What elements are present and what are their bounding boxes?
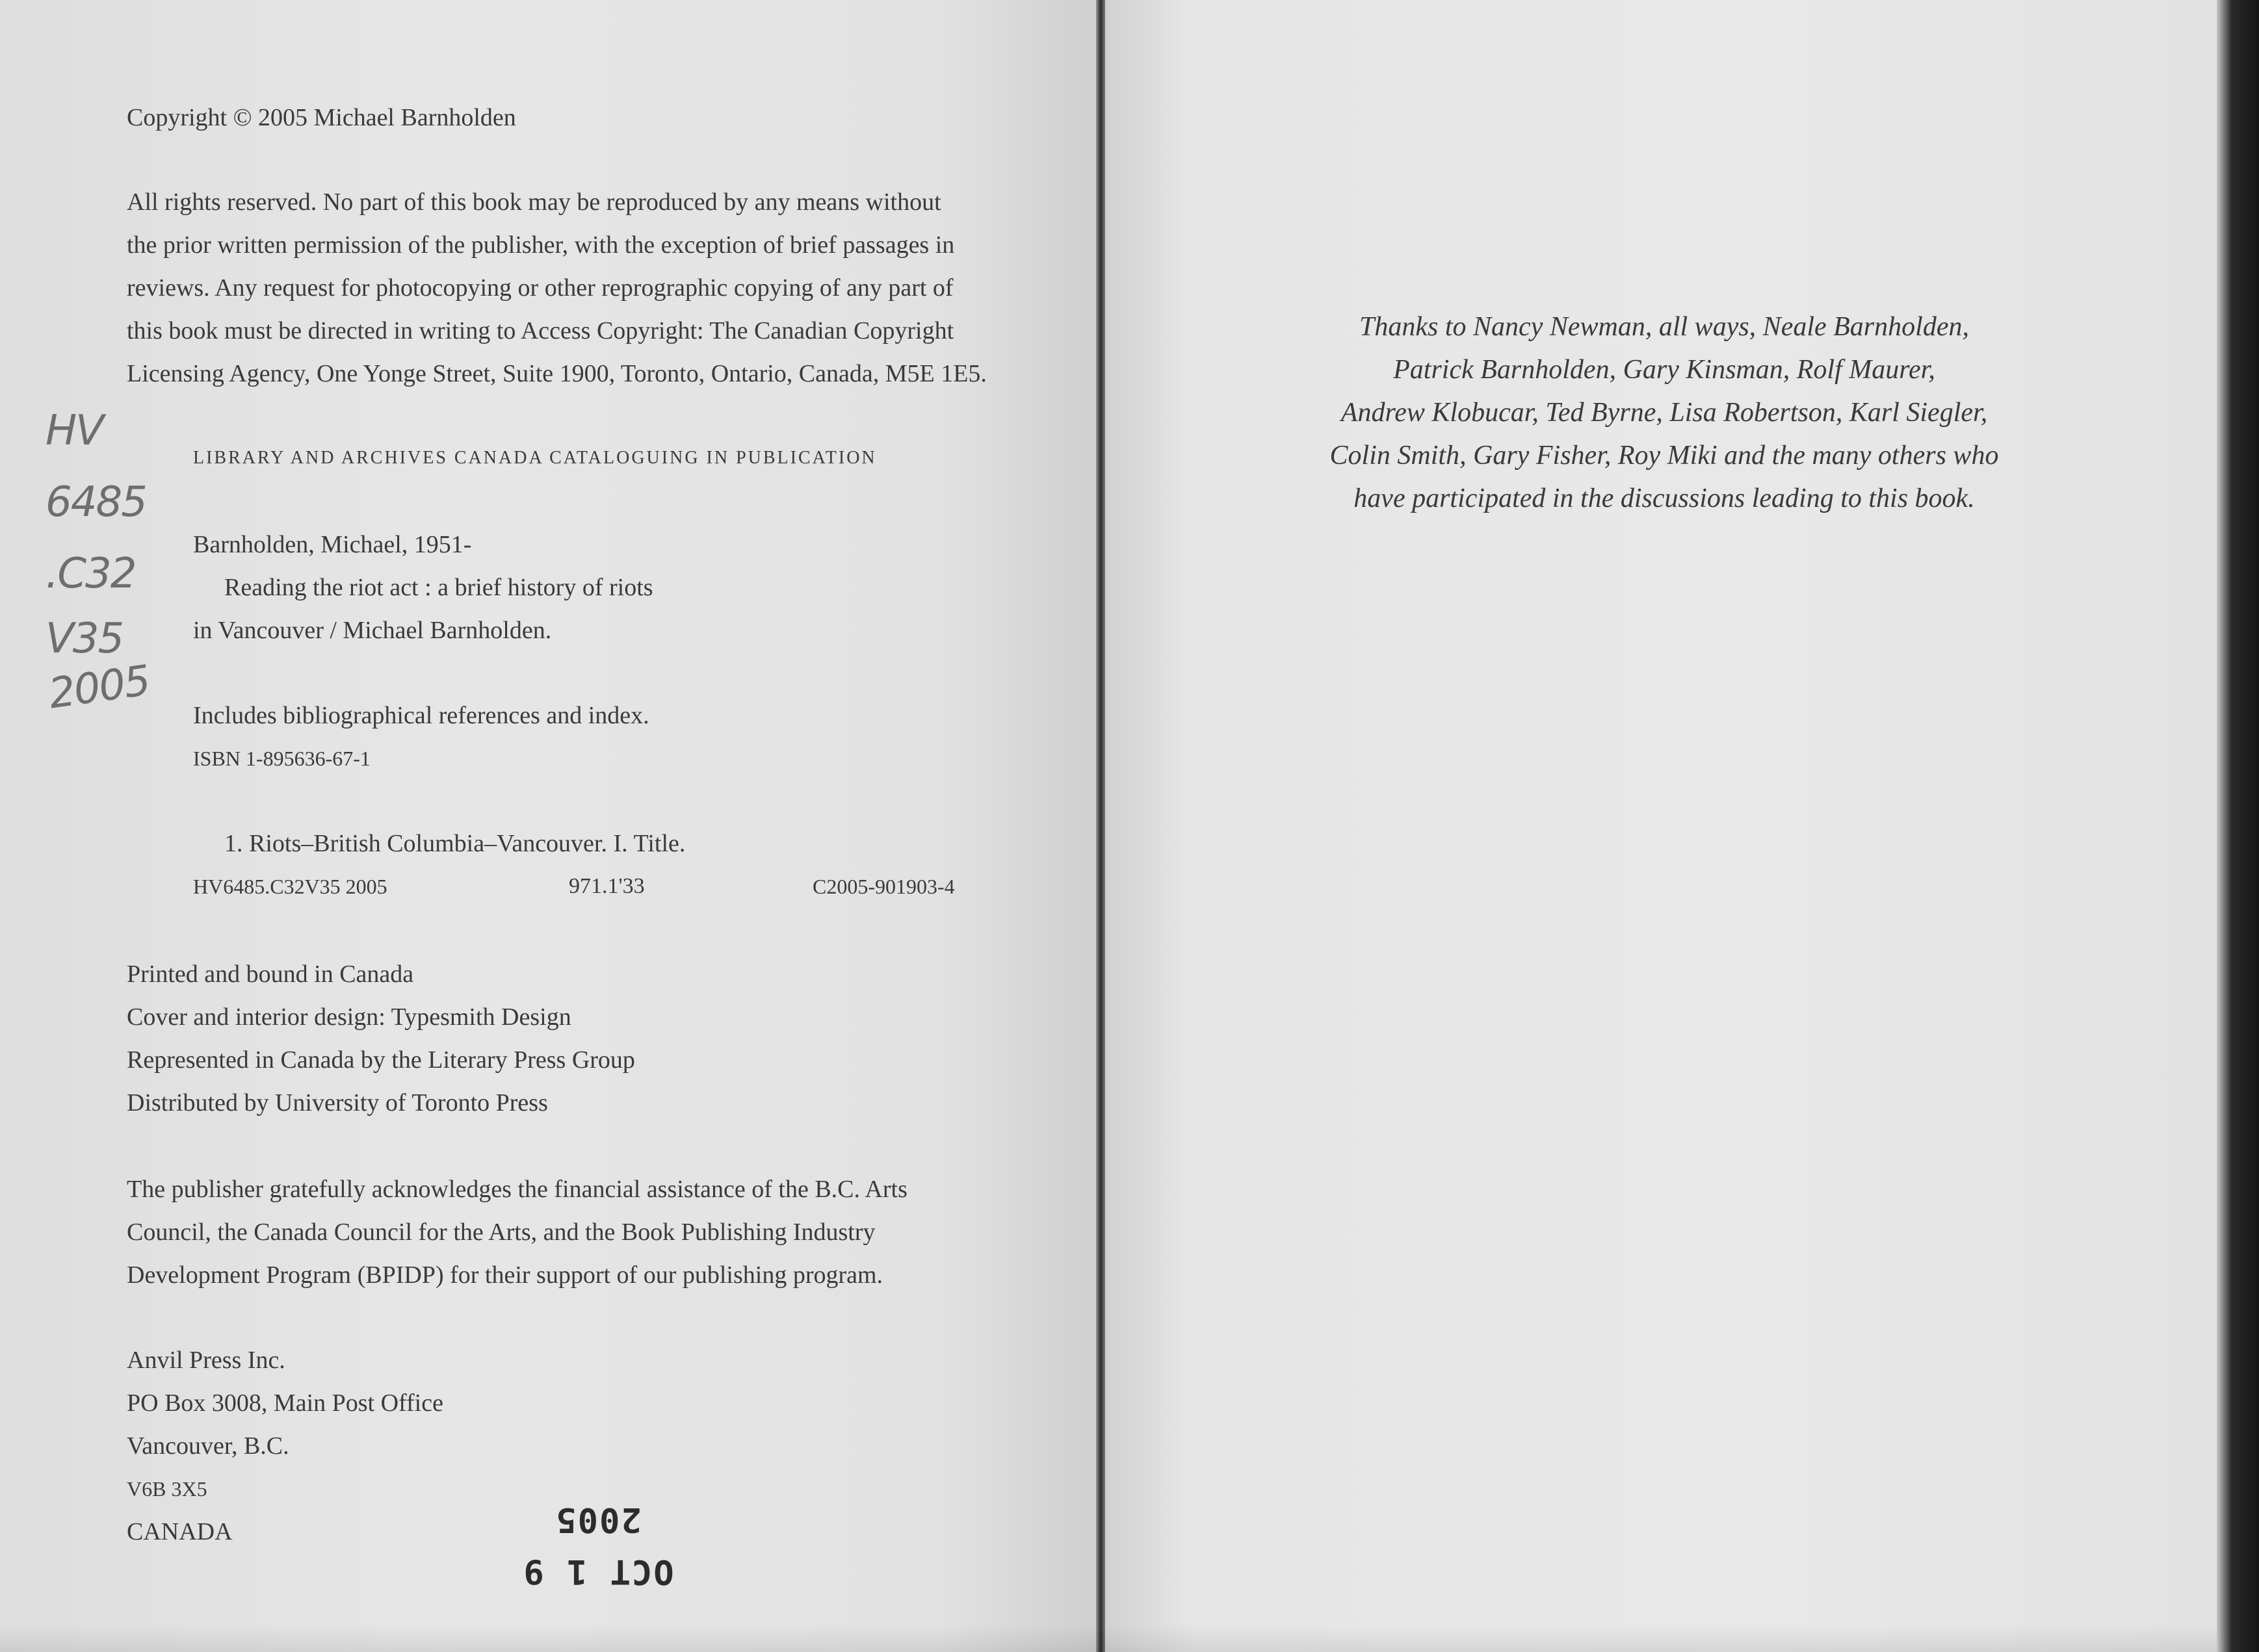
book-gutter	[1096, 0, 1105, 1652]
cip-author: Barnholden, Michael, 1951-	[193, 531, 472, 558]
copyright-line: Copyright © 2005 Michael Barnholden	[127, 104, 516, 131]
address-line: PO Box 3008, Main Post Office	[127, 1389, 443, 1417]
bottom-shadow	[0, 1625, 2217, 1652]
rights-paragraph	[127, 181, 1037, 395]
production-line: Represented in Canada by the Literary Press Group	[127, 1046, 635, 1074]
rights-line: All rights reserved. No part of this book may be reproduced by any means without	[127, 188, 941, 216]
rights-line: Licensing Agency, One Yonge Street, Suite 1900, Toronto, Ontario, Canada, M5E 1E5.	[127, 360, 987, 387]
cip-notes: Includes bibliographical references and index.	[193, 702, 649, 729]
dedication-line: Colin Smith, Gary Fisher, Roy Miki and the many others who	[1329, 441, 1999, 471]
cip-subjects: 1. Riots–British Columbia–Vancouver. I. Title.	[224, 830, 686, 857]
dedication-line: Patrick Barnholden, Gary Kinsman, Rolf Maurer,	[1393, 355, 1935, 385]
rights-line: this book must be directed in writing to Access Copyright: The Canadian Copyright	[127, 317, 954, 344]
address-line: Vancouver, B.C.	[127, 1432, 289, 1460]
production-credits	[127, 953, 1037, 1124]
handwritten-call-number-line: V35	[46, 615, 124, 663]
address-line: Anvil Press Inc.	[127, 1347, 285, 1374]
production-line: Printed and bound in Canada	[127, 961, 414, 988]
address-line: V6B 3X5	[127, 1477, 207, 1501]
handwritten-call-number-line: HV	[46, 407, 103, 455]
cip-title-line2: in Vancouver / Michael Barnholden.	[193, 617, 552, 644]
handwritten-call-number-line: 6485	[46, 478, 146, 526]
cip-isbn: ISBN 1-895636-67-1	[193, 747, 371, 770]
dedication-line: Andrew Klobucar, Ted Byrne, Lisa Robertson, Karl Siegler,	[1340, 398, 1988, 428]
acknowledgement-paragraph	[127, 1168, 1037, 1297]
cip-dewey: 971.1'33	[569, 874, 645, 898]
production-line: Cover and interior design: Typesmith Design	[127, 1003, 571, 1031]
cip-control-number: C2005-901903-4	[813, 875, 955, 898]
acknowledgement-line: Council, the Canada Council for the Arts, and the Book Publishing Industry	[127, 1219, 876, 1246]
address-line: CANADA	[127, 1518, 233, 1545]
production-line: Distributed by University of Toronto Press	[127, 1089, 548, 1116]
cip-lc-call-number: HV6485.C32V35 2005	[193, 875, 387, 898]
dedication-line: Thanks to Nancy Newman, all ways, Neale Barnholden,	[1359, 312, 1969, 342]
cip-title-line1: Reading the riot act : a brief history of riots	[224, 574, 653, 601]
date-stamp: OCT 1 9 2005	[522, 1500, 674, 1591]
acknowledgement-line: The publisher gratefully acknowledges the financial assistance of the B.C. Arts	[127, 1176, 908, 1203]
cip-heading: LIBRARY AND ARCHIVES CANADA CATALOGUING IN PUBLICATION	[193, 448, 877, 468]
page-edge-shadow	[2217, 0, 2259, 1652]
rights-line: reviews. Any request for photocopying or other reprographic copying of any part of	[127, 274, 954, 302]
dedication-page	[1105, 0, 2217, 1652]
dedication-line: have participated in the discussions leading to this book.	[1353, 484, 1975, 513]
handwritten-call-number-line: 2005	[46, 656, 153, 719]
acknowledgement-line: Development Program (BPIDP) for their support of our publishing program.	[127, 1261, 883, 1289]
handwritten-call-number-line: .C32	[46, 550, 136, 598]
rights-line: the prior written permission of the publisher, with the exception of brief passages in	[127, 231, 955, 259]
dedication-text	[1222, 305, 2106, 520]
